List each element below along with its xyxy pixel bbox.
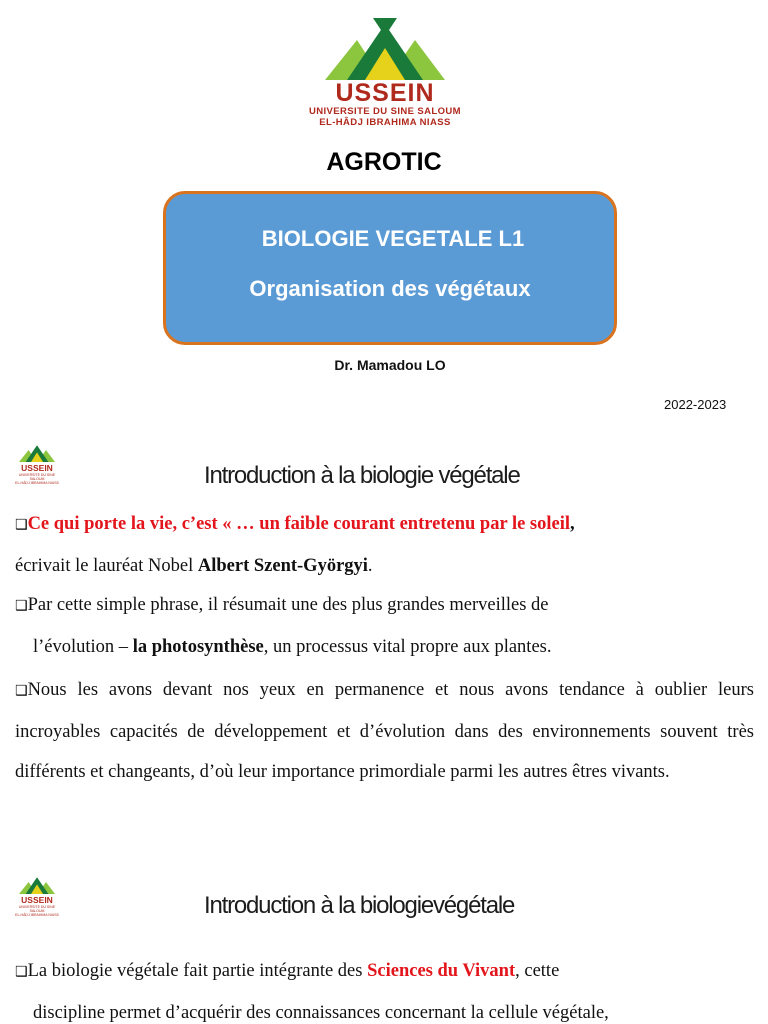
logo-subtitle-line1: UNIVERSITE DU SINE SALOUM <box>18 905 56 913</box>
ussein-logo <box>300 18 470 128</box>
logo-subtitle-line2: EL-HÂDJ IBRAHIMA NIASS <box>15 481 59 485</box>
ussein-small-logo <box>12 874 62 917</box>
quote-comma: , <box>570 514 575 534</box>
logo-name: USSEIN <box>335 79 435 107</box>
program-title: AGROTIC <box>326 148 442 176</box>
paragraph-line-prefix: l’évolution – <box>33 636 133 657</box>
academic-year: 2022-2023 <box>664 397 727 412</box>
mountain-logo-icon <box>19 874 55 896</box>
bullet-icon: ❑ <box>15 683 28 699</box>
bullet-icon: ❑ <box>15 964 28 980</box>
mountain-logo-icon <box>19 442 55 464</box>
mountain-logo-icon <box>325 18 445 82</box>
logo-subtitle-line1: UNIVERSITE DU SINE SALOUM <box>309 106 461 117</box>
paragraph-line-suffix: , cette <box>515 961 560 981</box>
paragraph-text: Nous les avons devant nos yeux en permanence et nous avons tendance à oublier leurs incroyables capacités de développement et d’évolution dans des environnements souvent très différents et changeants, d’où leur importance primordiale parmi les autres êtres vivants. <box>15 680 754 782</box>
logo-name: USSEIN <box>21 463 53 473</box>
quote-text: Ce qui porte la vie, c’est « … un faible courant entretenu par le soleil <box>27 514 571 534</box>
paragraph-photosynthesis <box>15 585 754 667</box>
ussein-small-logo <box>12 442 62 485</box>
section-title: Introduction à la biologie végétale <box>204 462 520 489</box>
paragraph-plants <box>15 670 754 793</box>
bullet-icon: ❑ <box>15 598 28 614</box>
logo-subtitle-line2: EL-HÂDJ IBRAHIMA NIASS <box>15 913 59 917</box>
paragraph-line: discipline permet d’acquérir des connaissances concernant la cellule végétale, <box>33 1002 609 1023</box>
paragraph-quote <box>15 504 754 586</box>
course-title: BIOLOGIE VEGETALE L1 <box>261 226 525 251</box>
course-title-box <box>163 191 617 345</box>
quote-attribution: écrivait le lauréat Nobel <box>15 555 198 576</box>
keyword-photosynthesis: la photosynthèse <box>132 636 264 657</box>
paragraph-line-prefix: La biologie végétale fait partie intégrante des <box>27 961 368 981</box>
paragraph-line-suffix: , un processus vital propre aux plantes. <box>263 636 552 657</box>
section-title: Introduction à la biologievégétale <box>204 892 515 919</box>
logo-subtitle-line2: EL-HÂDJ IBRAHIMA NIASS <box>319 117 451 128</box>
paragraph-line: Par cette simple phrase, il résumait une des plus grandes merveilles de <box>27 595 549 615</box>
paragraph-life-sciences <box>15 951 754 1024</box>
logo-name: USSEIN <box>21 895 53 905</box>
sentence-end: . <box>367 555 373 576</box>
author: Dr. Mamadou LO <box>334 357 446 373</box>
keyword-life-sciences: Sciences du Vivant <box>367 961 516 981</box>
logo-subtitle-line1: UNIVERSITE DU SINE SALOUM <box>18 473 56 481</box>
nobel-laureate-name: Albert Szent-Györgyi <box>197 555 368 576</box>
course-subtitle: Organisation des végétaux <box>249 276 531 301</box>
bullet-icon: ❑ <box>15 517 28 533</box>
